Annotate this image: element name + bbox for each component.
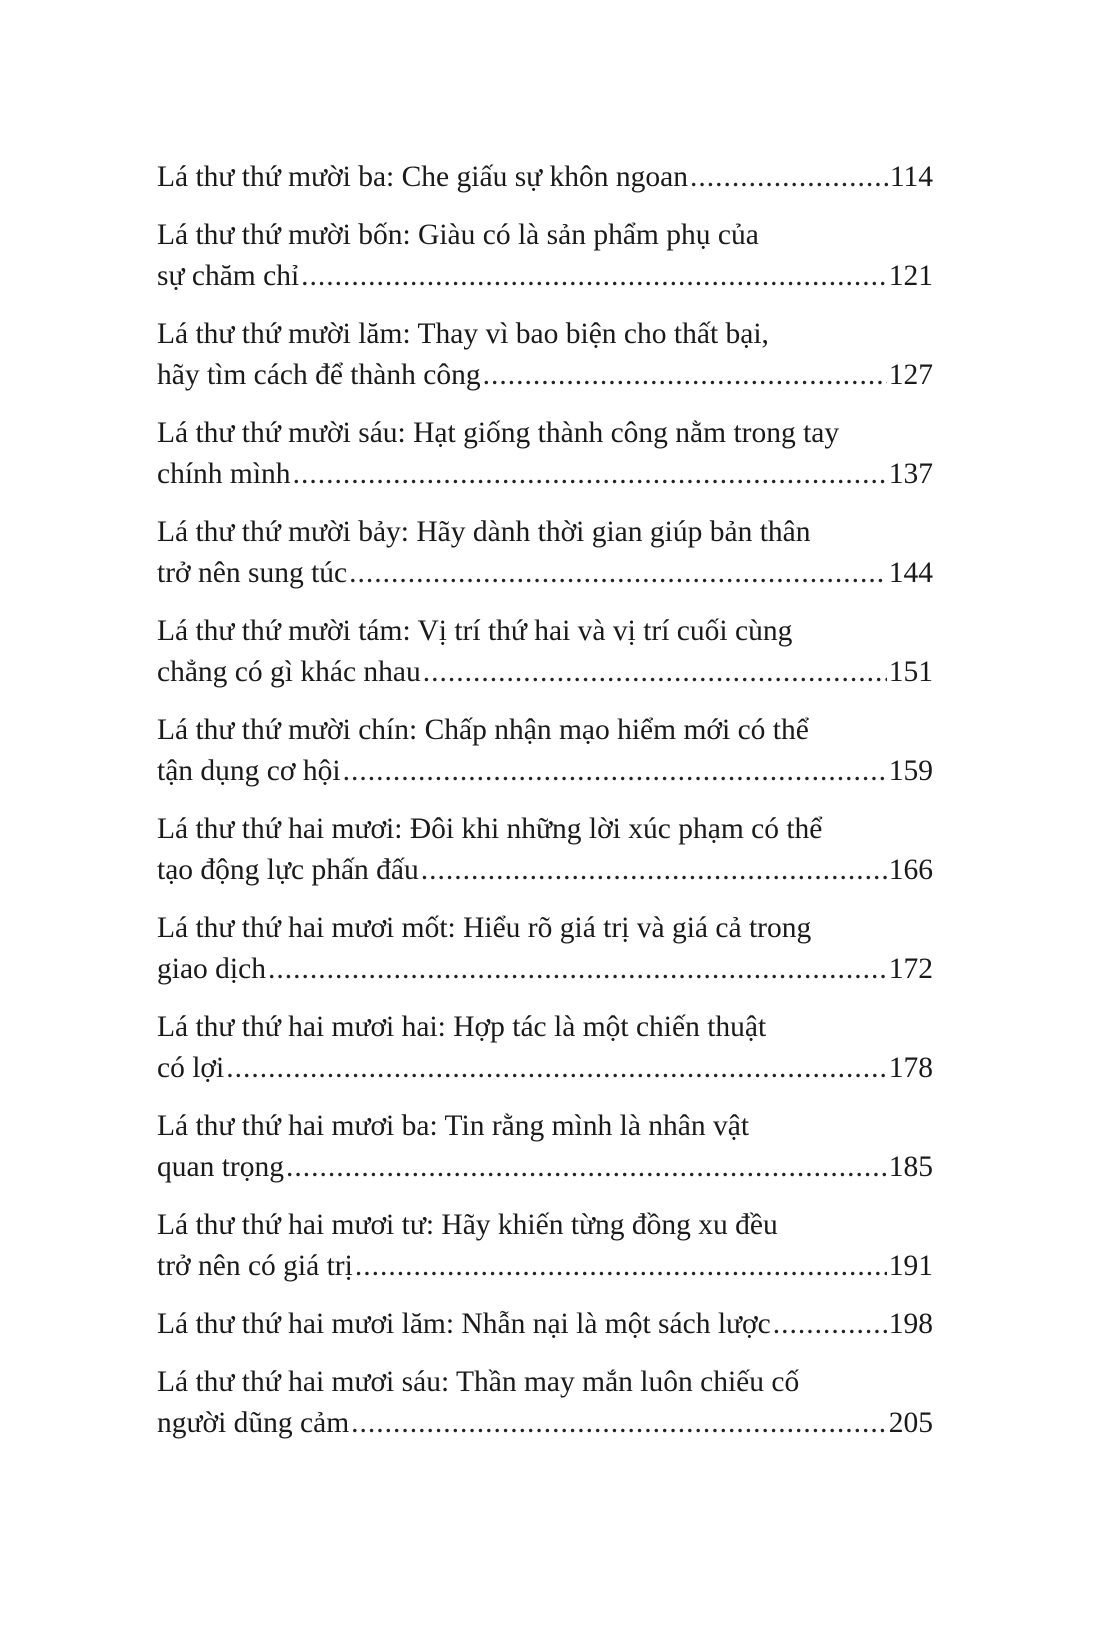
toc-entry-title: Lá thư thứ hai mươi: Đôi khi những lời xúc phạm có thể <box>157 813 823 845</box>
toc-entry-title-cont: người dũng cảm <box>157 1407 350 1439</box>
dot-leader <box>423 652 887 693</box>
toc-page-number: 114 <box>889 161 933 193</box>
toc-entry-title-cont: hãy tìm cách để thành công <box>157 359 481 391</box>
toc-page-number: 172 <box>888 953 933 985</box>
dot-leader <box>343 751 887 792</box>
toc-entry <box>157 157 933 198</box>
toc-entry-title-cont: giao dịch <box>157 953 266 985</box>
toc-page-number: 198 <box>888 1308 933 1340</box>
dot-leader <box>268 949 887 990</box>
toc-entry-title: Lá thư thứ hai mươi tư: Hãy khiến từng đồng xu đều <box>157 1209 778 1241</box>
toc-page-number: 121 <box>888 260 933 292</box>
toc-entry-title-cont: trở nên có giá trị <box>157 1250 353 1282</box>
toc-entry <box>157 611 933 693</box>
toc-page-number: 137 <box>888 458 933 490</box>
toc-entry <box>157 809 933 891</box>
toc-entry <box>157 1304 933 1345</box>
toc-entry-title: Lá thư thứ mười sáu: Hạt giống thành công nằm trong tay <box>157 417 840 449</box>
toc-entry-title: Lá thư thứ hai mươi ba: Tin rằng mình là nhân vật <box>157 1110 750 1142</box>
dot-leader <box>355 1246 887 1287</box>
dot-leader <box>226 1048 887 1089</box>
toc-entry-title-cont: tạo động lực phấn đấu <box>157 854 419 886</box>
toc-page-number: 159 <box>888 755 933 787</box>
toc-entry-title-cont: sự chăm chỉ <box>157 260 300 292</box>
toc-entry-line <box>157 454 933 495</box>
toc-entry <box>157 413 933 495</box>
toc-entry-title: Lá thư thứ mười lăm: Thay vì bao biện cho thất bại, <box>157 318 769 350</box>
toc-entry-title: Lá thư thứ mười tám: Vị trí thứ hai và vị trí cuối cùng <box>157 615 793 647</box>
toc-entry-title: Lá thư thứ hai mươi lăm: Nhẫn nại là một sách lược <box>157 1308 771 1340</box>
toc-entry-title: Lá thư thứ mười chín: Chấp nhận mạo hiểm mới có thể <box>157 714 809 746</box>
toc-entry <box>157 1362 933 1444</box>
table-of-contents <box>157 157 933 1461</box>
toc-entry <box>157 1007 933 1089</box>
toc-page-number: 166 <box>888 854 933 886</box>
toc-page-number: 185 <box>888 1151 933 1183</box>
toc-entry-line <box>157 355 933 396</box>
dot-leader <box>690 157 888 198</box>
toc-entry-line <box>157 652 933 693</box>
dot-leader <box>351 1403 887 1444</box>
toc-entry-title-cont: quan trọng <box>157 1151 284 1183</box>
toc-entry-line <box>157 850 933 891</box>
dot-leader <box>293 454 887 495</box>
toc-entry-title: Lá thư thứ hai mươi sáu: Thần may mắn luôn chiếu cố <box>157 1366 800 1398</box>
toc-entry-title: Lá thư thứ mười ba: Che giấu sự khôn ngoan <box>157 161 688 193</box>
toc-page-number: 178 <box>888 1052 933 1084</box>
dot-leader <box>349 553 887 594</box>
toc-entry-line <box>157 157 933 198</box>
toc-page-number: 127 <box>888 359 933 391</box>
dot-leader <box>286 1147 887 1188</box>
toc-entry <box>157 1205 933 1287</box>
toc-entry-line <box>157 553 933 594</box>
toc-page-number: 191 <box>888 1250 933 1282</box>
toc-entry <box>157 1106 933 1188</box>
toc-entry-line <box>157 949 933 990</box>
toc-page-number: 151 <box>888 656 933 688</box>
toc-entry <box>157 215 933 297</box>
toc-entry-line <box>157 1147 933 1188</box>
toc-entry <box>157 512 933 594</box>
toc-entry-line <box>157 1403 933 1444</box>
toc-entry-line <box>157 1246 933 1287</box>
toc-entry-title-cont: chính mình <box>157 458 291 490</box>
toc-entry <box>157 314 933 396</box>
dot-leader <box>421 850 887 891</box>
toc-entry-title: Lá thư thứ hai mươi hai: Hợp tác là một chiến thuật <box>157 1011 767 1043</box>
dot-leader <box>773 1304 887 1345</box>
toc-entry <box>157 908 933 990</box>
toc-entry-line <box>157 1048 933 1089</box>
toc-entry-line <box>157 256 933 297</box>
toc-entry-line <box>157 751 933 792</box>
toc-entry-title: Lá thư thứ hai mươi mốt: Hiểu rõ giá trị và giá cả trong <box>157 912 812 944</box>
toc-entry-title-cont: trở nên sung túc <box>157 557 348 589</box>
toc-entry-title: Lá thư thứ mười bảy: Hãy dành thời gian giúp bản thân <box>157 516 811 548</box>
toc-entry-title-cont: chẳng có gì khác nhau <box>157 656 421 688</box>
toc-entry-title: Lá thư thứ mười bốn: Giàu có là sản phẩm phụ của <box>157 219 759 251</box>
dot-leader <box>483 355 887 396</box>
toc-page-number: 144 <box>888 557 933 589</box>
toc-entry-line <box>157 1304 933 1345</box>
dot-leader <box>301 256 887 297</box>
toc-entry-title-cont: có lợi <box>157 1052 225 1084</box>
toc-entry-title-cont: tận dụng cơ hội <box>157 755 341 787</box>
toc-entry <box>157 710 933 792</box>
toc-page-number: 205 <box>888 1407 933 1439</box>
